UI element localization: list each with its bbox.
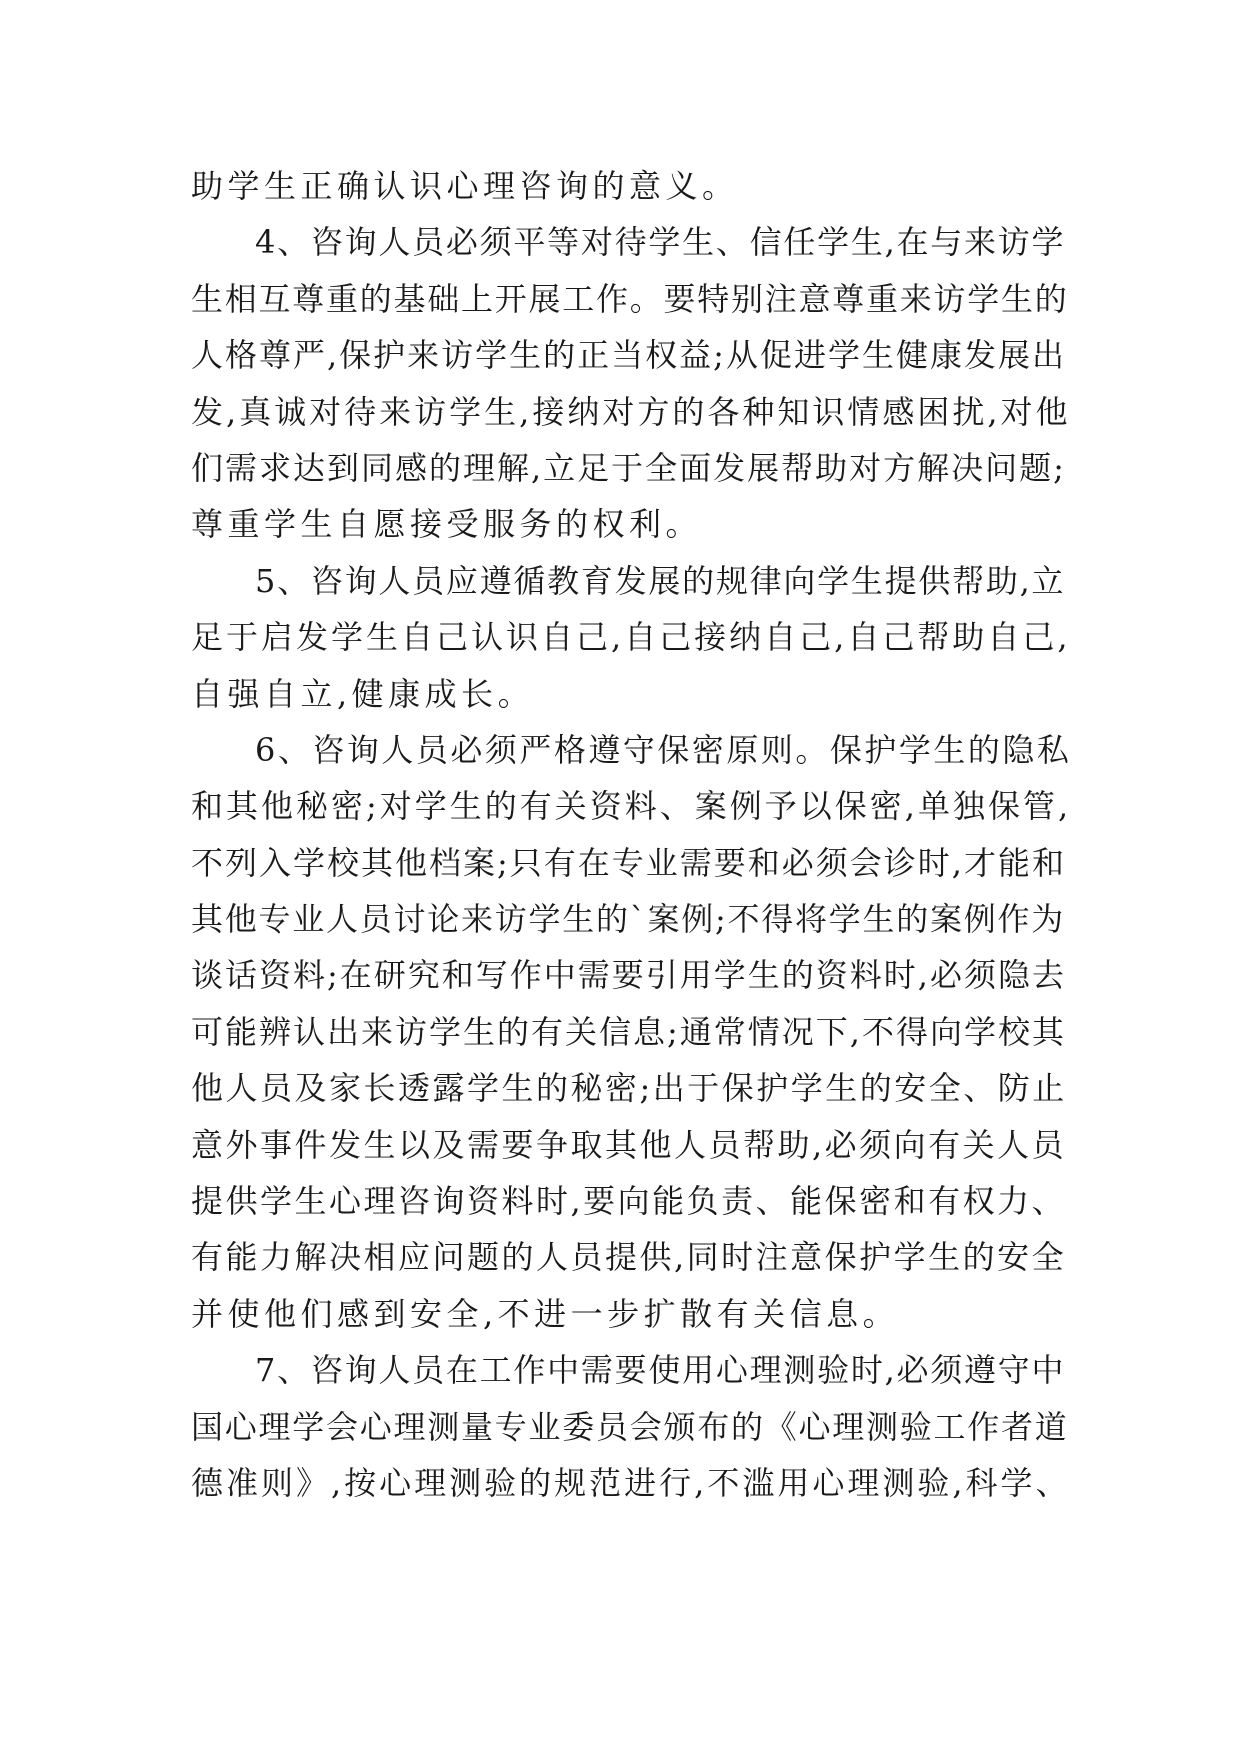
text-line: 并使他们感到安全,不进一步扩散有关信息。 xyxy=(191,1294,900,1333)
text-line: 他人员及家长透露学生的秘密;出于保护学生的安全、防止 xyxy=(191,1069,1067,1108)
text-line: 4、咨询人员必须平等对待学生、信任学生,在与来访学 xyxy=(255,223,1066,262)
text-line: 自强自立,健康成长。 xyxy=(191,674,535,713)
text-line: 6、咨询人员必须严格遵守保密原则。保护学生的隐私 xyxy=(255,730,1072,769)
text-line: 和其他秘密;对学生的有关资料、案例予以保密,单独保管, xyxy=(191,787,1072,826)
text-line: 助学生正确认识心理咨询的意义。 xyxy=(191,167,739,205)
text-line: 可能辨认出来访学生的有关信息;通常情况下,不得向学校其 xyxy=(191,1012,1066,1051)
text-line: 发,真诚对待来访学生,接纳对方的各种知识情感困扰,对他 xyxy=(191,392,1071,431)
text-line: 有能力解决相应问题的人员提供,同时注意保护学生的安全 xyxy=(191,1238,1067,1277)
document-body xyxy=(191,158,1071,1511)
text-line: 5、咨询人员应遵循教育发展的规律向学生提供帮助,立 xyxy=(255,561,1066,600)
text-line: 7、咨询人员在工作中需要使用心理测验时,必须遵守中 xyxy=(255,1351,1066,1390)
text-line: 尊重学生自愿接受服务的权利。 xyxy=(191,505,703,544)
text-line: 足于启发学生自己认识自己,自己接纳自己,自己帮助自己, xyxy=(191,618,1071,657)
text-line: 不列入学校其他档案;只有在专业需要和必须会诊时,才能和 xyxy=(191,843,1066,882)
text-line: 意外事件发生以及需要争取其他人员帮助,必须向有关人员 xyxy=(191,1125,1067,1164)
text-line: 人格尊严,保护来访学生的正当权益;从促进学生健康发展出 xyxy=(191,336,1066,375)
text-line: 其他专业人员讨论来访学生的`案例;不得将学生的案例作为 xyxy=(191,900,1066,939)
text-line: 谈话资料;在研究和写作中需要引用学生的资料时,必须隐去 xyxy=(191,956,1066,995)
text-line: 生相互尊重的基础上开展工作。要特别注意尊重来访学生的 xyxy=(191,279,1069,318)
text-line: 国心理学会心理测量专业委员会颁布的《心理测验工作者道 xyxy=(191,1407,1069,1446)
text-line: 德准则》,按心理测验的规范进行,不滥用心理测验,科学、 xyxy=(191,1463,1071,1502)
text-line: 提供学生心理咨询资料时,要向能负责、能保密和有权力、 xyxy=(191,1182,1067,1221)
text-line: 们需求达到同感的理解,立足于全面发展帮助对方解决问题; xyxy=(191,448,1066,487)
